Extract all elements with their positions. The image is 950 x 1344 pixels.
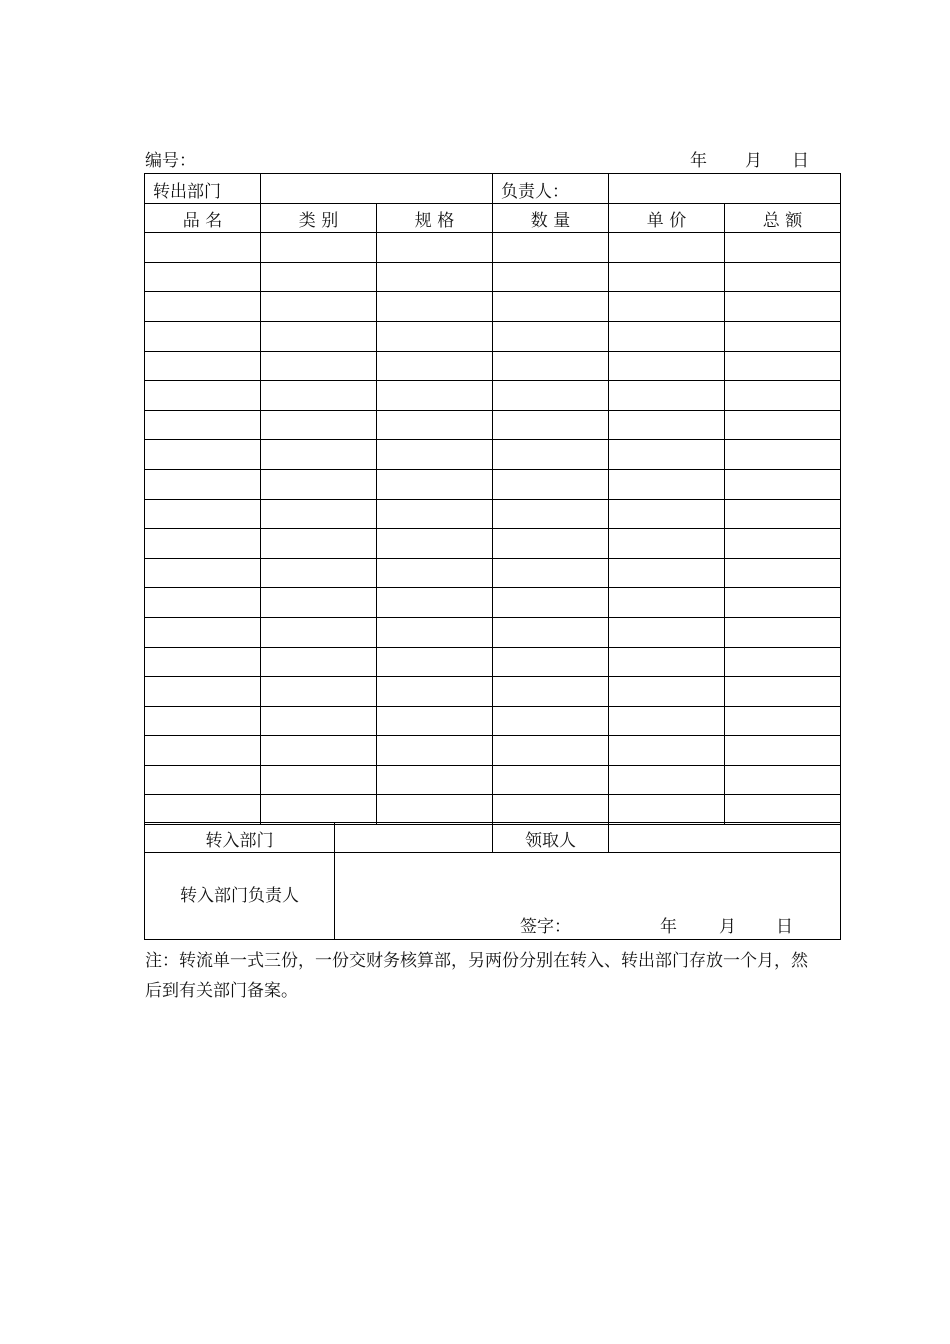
table-row xyxy=(145,440,841,470)
cell-name[interactable] xyxy=(145,410,261,440)
transfer-form-table xyxy=(144,173,841,825)
cell-spec[interactable] xyxy=(377,499,493,529)
cell-name[interactable] xyxy=(145,292,261,322)
cell-total[interactable] xyxy=(725,706,841,736)
cell-total[interactable] xyxy=(725,292,841,322)
cell-name[interactable] xyxy=(145,262,261,292)
cell-quantity[interactable] xyxy=(493,588,609,618)
cell-category[interactable] xyxy=(261,617,377,647)
cell-spec[interactable] xyxy=(377,647,493,677)
cell-total[interactable] xyxy=(725,765,841,795)
table-row xyxy=(145,617,841,647)
cell-quantity[interactable] xyxy=(493,617,609,647)
serial-number-label: 编号： xyxy=(145,151,196,171)
cell-unit-price[interactable] xyxy=(609,351,725,381)
cell-category[interactable] xyxy=(261,262,377,292)
cell-quantity[interactable] xyxy=(493,410,609,440)
cell-unit-price[interactable] xyxy=(609,529,725,559)
cell-category[interactable] xyxy=(261,677,377,707)
receiver-label: 领取人 xyxy=(493,823,609,853)
cell-total[interactable] xyxy=(725,617,841,647)
cell-unit-price[interactable] xyxy=(609,381,725,411)
cell-unit-price[interactable] xyxy=(609,410,725,440)
cell-quantity[interactable] xyxy=(493,321,609,351)
date-header xyxy=(690,150,809,172)
in-manager-label: 转入部门负责人 xyxy=(145,852,335,939)
cell-total[interactable] xyxy=(725,440,841,470)
cell-category[interactable] xyxy=(261,736,377,766)
cell-category[interactable] xyxy=(261,499,377,529)
cell-category[interactable] xyxy=(261,795,377,825)
cell-category[interactable] xyxy=(261,765,377,795)
month-label: 月 xyxy=(745,151,762,171)
sign-month-label: 月 xyxy=(719,917,736,937)
cell-name[interactable] xyxy=(145,351,261,381)
cell-name[interactable] xyxy=(145,381,261,411)
cell-total[interactable] xyxy=(725,469,841,499)
table-row xyxy=(145,469,841,499)
cell-spec[interactable] xyxy=(377,765,493,795)
cell-quantity[interactable] xyxy=(493,677,609,707)
cell-name[interactable] xyxy=(145,617,261,647)
table-row xyxy=(145,292,841,322)
cell-total[interactable] xyxy=(725,262,841,292)
cell-spec[interactable] xyxy=(377,440,493,470)
sign-year-label: 年 xyxy=(660,917,677,937)
cell-quantity[interactable] xyxy=(493,795,609,825)
column-header-row xyxy=(145,203,841,233)
cell-unit-price[interactable] xyxy=(609,499,725,529)
cell-category[interactable] xyxy=(261,233,377,263)
footnote: 注：转流单一式三份，一份交财务核算部，另两份分别在转入、转出部门存放一个月，然后到有关部门备案。 xyxy=(145,951,808,1001)
table-row xyxy=(145,410,841,440)
cell-name[interactable] xyxy=(145,677,261,707)
cell-total[interactable] xyxy=(725,410,841,440)
cell-spec[interactable] xyxy=(377,736,493,766)
cell-name[interactable] xyxy=(145,588,261,618)
cell-category[interactable] xyxy=(261,292,377,322)
cell-category[interactable] xyxy=(261,706,377,736)
cell-unit-price[interactable] xyxy=(609,617,725,647)
cell-spec[interactable] xyxy=(377,351,493,381)
cell-quantity[interactable] xyxy=(493,736,609,766)
manager-field[interactable] xyxy=(609,174,841,204)
cell-quantity[interactable] xyxy=(493,529,609,559)
cell-unit-price[interactable] xyxy=(609,647,725,677)
cell-unit-price[interactable] xyxy=(609,292,725,322)
cell-total[interactable] xyxy=(725,558,841,588)
table-row xyxy=(145,677,841,707)
cell-unit-price[interactable] xyxy=(609,795,725,825)
day-label: 日 xyxy=(792,151,809,171)
cell-name[interactable] xyxy=(145,736,261,766)
signature-line xyxy=(380,916,793,938)
cell-quantity[interactable] xyxy=(493,351,609,381)
table-row xyxy=(145,499,841,529)
table-row xyxy=(145,647,841,677)
column-header-unit-price: 单 价 xyxy=(609,203,725,233)
in-dept-row xyxy=(145,823,841,853)
cell-quantity[interactable] xyxy=(493,469,609,499)
cell-spec[interactable] xyxy=(377,529,493,559)
cell-unit-price[interactable] xyxy=(609,588,725,618)
cell-spec[interactable] xyxy=(377,410,493,440)
cell-total[interactable] xyxy=(725,233,841,263)
column-header-category: 类 别 xyxy=(261,203,377,233)
cell-name[interactable] xyxy=(145,558,261,588)
cell-spec[interactable] xyxy=(377,706,493,736)
table-row xyxy=(145,262,841,292)
cell-unit-price[interactable] xyxy=(609,440,725,470)
table-row xyxy=(145,558,841,588)
cell-spec[interactable] xyxy=(377,588,493,618)
cell-spec[interactable] xyxy=(377,321,493,351)
cell-total[interactable] xyxy=(725,529,841,559)
cell-quantity[interactable] xyxy=(493,233,609,263)
table-row xyxy=(145,588,841,618)
sign-day-label: 日 xyxy=(776,917,793,937)
cell-spec[interactable] xyxy=(377,795,493,825)
cell-total[interactable] xyxy=(725,381,841,411)
table-row xyxy=(145,529,841,559)
cell-quantity[interactable] xyxy=(493,558,609,588)
cell-spec[interactable] xyxy=(377,262,493,292)
cell-name[interactable] xyxy=(145,795,261,825)
in-dept-field[interactable] xyxy=(335,823,493,853)
cell-quantity[interactable] xyxy=(493,765,609,795)
cell-category[interactable] xyxy=(261,381,377,411)
column-header-name: 品 名 xyxy=(145,203,261,233)
table-row xyxy=(145,321,841,351)
cell-category[interactable] xyxy=(261,588,377,618)
table-row xyxy=(145,381,841,411)
out-dept-label: 转出部门 xyxy=(145,174,261,204)
cell-total[interactable] xyxy=(725,321,841,351)
cell-name[interactable] xyxy=(145,440,261,470)
cell-unit-price[interactable] xyxy=(609,736,725,766)
out-dept-row xyxy=(145,174,841,204)
cell-category[interactable] xyxy=(261,410,377,440)
cell-unit-price[interactable] xyxy=(609,233,725,263)
table-row xyxy=(145,765,841,795)
table-row xyxy=(145,736,841,766)
table-row xyxy=(145,795,841,825)
cell-unit-price[interactable] xyxy=(609,262,725,292)
cell-total[interactable] xyxy=(725,677,841,707)
cell-quantity[interactable] xyxy=(493,706,609,736)
cell-name[interactable] xyxy=(145,499,261,529)
cell-category[interactable] xyxy=(261,469,377,499)
cell-total[interactable] xyxy=(725,351,841,381)
cell-name[interactable] xyxy=(145,529,261,559)
cell-spec[interactable] xyxy=(377,469,493,499)
year-label: 年 xyxy=(690,151,707,171)
cell-total[interactable] xyxy=(725,736,841,766)
cell-quantity[interactable] xyxy=(493,440,609,470)
manager-label: 负责人： xyxy=(493,174,609,204)
cell-total[interactable] xyxy=(725,795,841,825)
cell-quantity[interactable] xyxy=(493,499,609,529)
table-row xyxy=(145,706,841,736)
cell-category[interactable] xyxy=(261,351,377,381)
cell-name[interactable] xyxy=(145,706,261,736)
cell-category[interactable] xyxy=(261,558,377,588)
cell-unit-price[interactable] xyxy=(609,765,725,795)
cell-quantity[interactable] xyxy=(493,381,609,411)
cell-total[interactable] xyxy=(725,588,841,618)
cell-spec[interactable] xyxy=(377,617,493,647)
cell-spec[interactable] xyxy=(377,677,493,707)
cell-unit-price[interactable] xyxy=(609,469,725,499)
cell-unit-price[interactable] xyxy=(609,706,725,736)
cell-unit-price[interactable] xyxy=(609,677,725,707)
cell-total[interactable] xyxy=(725,499,841,529)
cell-quantity[interactable] xyxy=(493,647,609,677)
in-dept-label: 转入部门 xyxy=(145,823,335,853)
cell-category[interactable] xyxy=(261,529,377,559)
receiver-field[interactable] xyxy=(609,823,841,853)
column-header-total: 总 额 xyxy=(725,203,841,233)
cell-quantity[interactable] xyxy=(493,292,609,322)
signature-label: 签字： xyxy=(520,917,571,937)
cell-spec[interactable] xyxy=(377,381,493,411)
cell-category[interactable] xyxy=(261,321,377,351)
cell-name[interactable] xyxy=(145,233,261,263)
cell-unit-price[interactable] xyxy=(609,558,725,588)
cell-category[interactable] xyxy=(261,647,377,677)
cell-category[interactable] xyxy=(261,440,377,470)
cell-name[interactable] xyxy=(145,469,261,499)
out-dept-field[interactable] xyxy=(261,174,493,204)
cell-total[interactable] xyxy=(725,647,841,677)
cell-unit-price[interactable] xyxy=(609,321,725,351)
table-row xyxy=(145,351,841,381)
column-header-spec: 规 格 xyxy=(377,203,493,233)
column-header-quantity: 数 量 xyxy=(493,203,609,233)
table-row xyxy=(145,233,841,263)
cell-spec[interactable] xyxy=(377,292,493,322)
cell-name[interactable] xyxy=(145,321,261,351)
cell-quantity[interactable] xyxy=(493,262,609,292)
cell-name[interactable] xyxy=(145,765,261,795)
cell-name[interactable] xyxy=(145,647,261,677)
cell-spec[interactable] xyxy=(377,558,493,588)
cell-spec[interactable] xyxy=(377,233,493,263)
